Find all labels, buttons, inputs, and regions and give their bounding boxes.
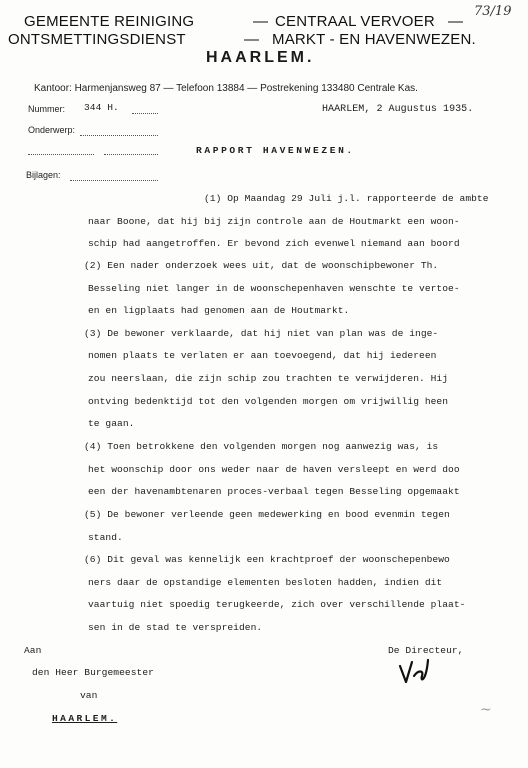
body-line-9: zou neerslaan, die zijn schip zou trachten te verwijderen. Hij: [88, 373, 449, 384]
corner-mark: ~: [480, 702, 492, 718]
signature-scribble: [396, 656, 432, 688]
onderwerp-label: Onderwerp:: [28, 125, 76, 135]
body-line-11: te gaan.: [88, 418, 135, 429]
closing-aan: Aan: [24, 645, 42, 656]
body-line-16: stand.: [88, 532, 123, 543]
body-line-19: vaartuig niet spoedig terugkeerde, zich over verschillende plaat-: [88, 599, 466, 610]
closing-recipient: den Heer Burgemeester: [32, 667, 154, 678]
body-line-17: (6) Dit geval was kennelijk een krachtproef der woonschepenbewo: [84, 554, 450, 565]
handwritten-reference: 73/19: [474, 4, 512, 19]
letterhead-right-line2: MARKT - EN HAVENWEZEN.: [272, 31, 476, 48]
body-line-5: Besseling niet langer in de woonschepenhaven wenschte te vertoe-: [88, 283, 460, 294]
body-line-18: ners daar de opstandige elementen besloten hadden, indien dit: [88, 577, 443, 588]
body-line-8: nomen plaats te verlaten er aan toevoegend, dat hij iedereen: [88, 350, 437, 361]
nummer-dotted-line: [132, 113, 158, 114]
onderwerp-dotted-line-3: [104, 154, 158, 155]
body-line-13: het woonschip door ons weder naar de haven versleept en werd doo: [88, 464, 460, 475]
letterhead-right-dash: —: [448, 13, 464, 30]
letterhead-left-line1: GEMEENTE REINIGING: [24, 13, 195, 30]
letterhead-left-line2: ONTSMETTINGSDIENST: [8, 31, 186, 48]
body-line-14: een der havenambtenaren proces-verbaal tegen Besseling opgemaakt: [88, 486, 460, 497]
body-line-1: (1) Op Maandag 29 Juli j.l. rapporteerde de ambte: [204, 193, 489, 204]
body-line-2: naar Boone, dat hij bij zijn controle aan de Houtmarkt een woon-: [88, 216, 460, 227]
body-line-6: en en ligplaats had genomen aan de Houtmarkt.: [88, 305, 350, 316]
bijlagen-dotted-line: [70, 180, 158, 181]
nummer-value: 344 H.: [84, 102, 119, 113]
bijlagen-label: Bijlagen:: [26, 170, 61, 180]
body-line-15: (5) De bewoner verleende geen medewerking en bood evenmin tegen: [84, 509, 450, 520]
letterhead-right-line1: CENTRAAL VERVOER: [275, 13, 435, 30]
onderwerp-dotted-line-2: [28, 154, 94, 155]
onderwerp-dotted-line: [80, 135, 158, 136]
closing-van: van: [80, 690, 98, 701]
closing-city: HAARLEM.: [52, 713, 118, 724]
body-line-7: (3) De bewoner verklaarde, dat hij niet van plan was de inge-: [84, 328, 439, 339]
body-line-4: (2) Een nader onderzoek wees uit, dat de woonschipbewoner Th.: [84, 260, 439, 271]
body-line-20: sen in de stad te verspreiden.: [88, 622, 263, 633]
nummer-label: Nummer:: [28, 104, 66, 114]
letter-date: HAARLEM, 2 Augustus 1935.: [322, 104, 474, 115]
closing-signer: De Directeur,: [388, 645, 464, 656]
letterhead-separator-1: —: [253, 13, 269, 30]
body-line-3: schip had aangetroffen. Er bevond zich evenwel niemand aan boord: [88, 238, 460, 249]
letterhead-city: HAARLEM.: [206, 49, 315, 66]
letterhead-separator-2: —: [244, 31, 260, 48]
body-line-12: (4) Toen betrokkene den volgenden morgen nog aanwezig was, is: [84, 441, 439, 452]
body-line-10: ontving bedenktijd tot den volgenden morgen om vrijwillig heen: [88, 396, 449, 407]
director-signature: [396, 656, 432, 688]
report-title: RAPPORT HAVENWEZEN.: [196, 145, 355, 156]
letterhead-office-line: Kantoor: Harmenjansweg 87 — Telefoon 13884 — Postrekening 133480 Centrale Kas.: [34, 83, 418, 94]
